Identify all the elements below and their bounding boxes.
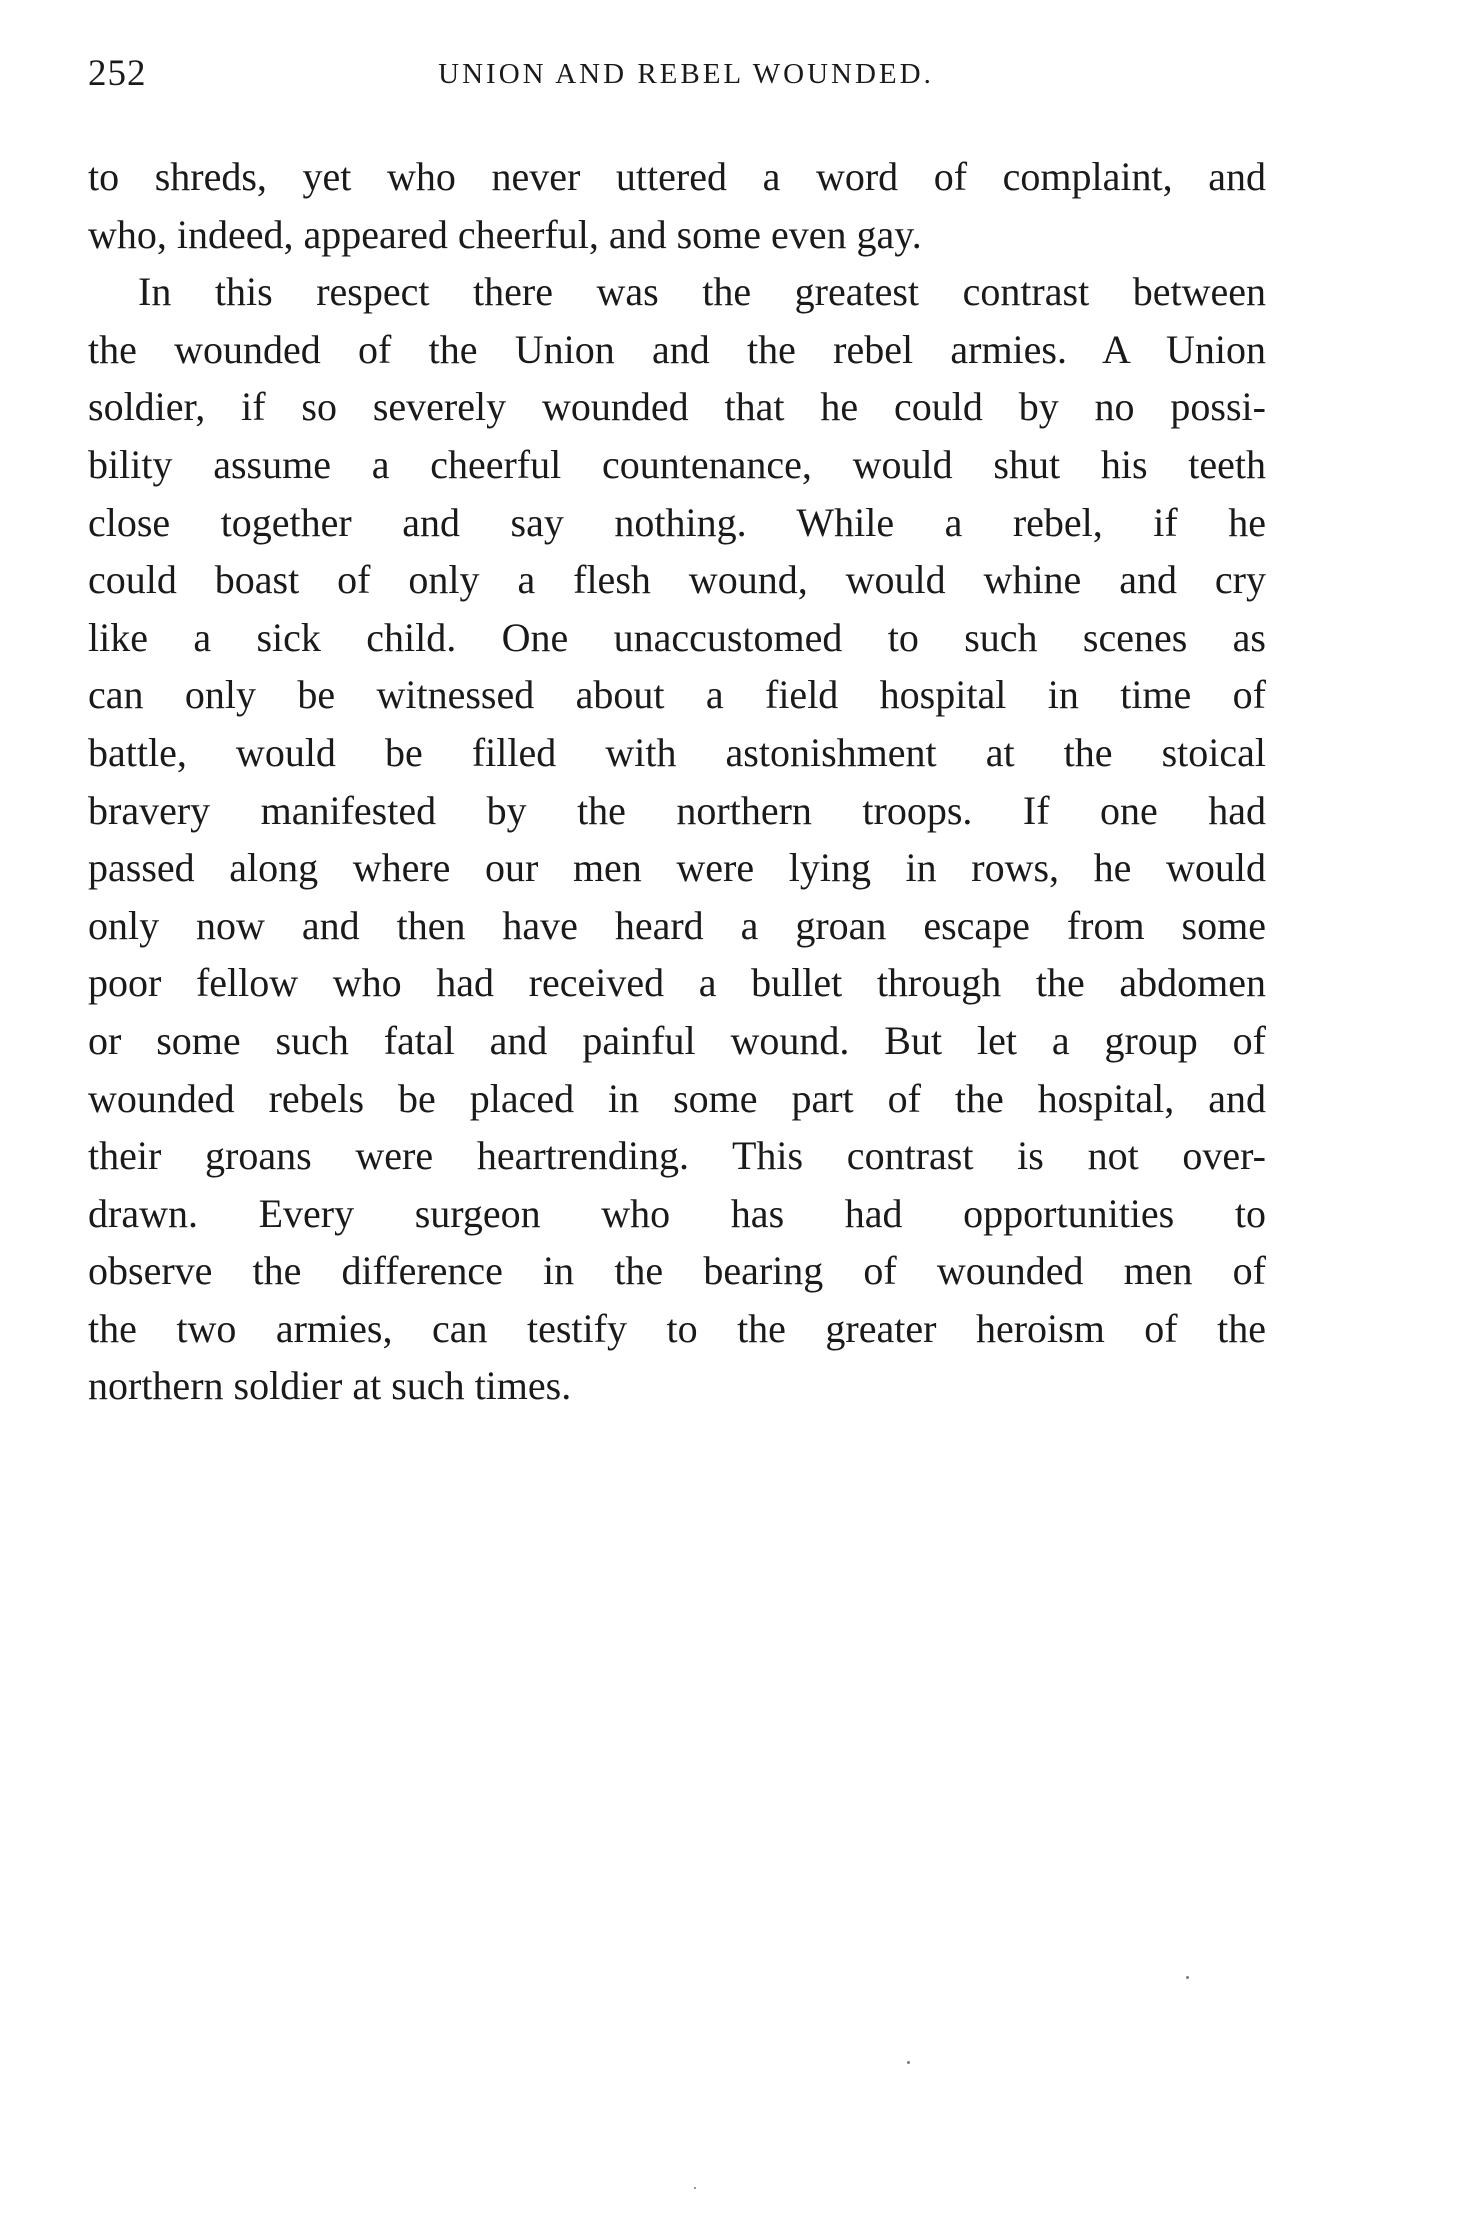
text-line: battle, would be filled with astonishment at the stoical [88,729,1266,775]
text-line: who, indeed, appeared cheerful, and some even gay. [88,211,922,257]
text-line: the wounded of the Union and the rebel armies. A Union [88,326,1266,372]
scan-speck [907,2061,910,2064]
text-line: poor fellow who had received a bullet through the abdomen [88,960,1266,1006]
text-line: wounded rebels be placed in some part of the hospital, and [88,1075,1266,1121]
text-line: observe the difference in the bearing of wounded men of [88,1248,1266,1294]
running-head [88,52,1266,102]
text-line: northern soldier at such times. [88,1363,572,1409]
text-line: to shreds, yet who never uttered a word of complaint, and [88,154,1266,199]
text-line: like a sick child. One unaccustomed to such scenes as [88,614,1266,660]
page-number: 252 [88,53,147,94]
text-line: could boast of only a flesh wound, would whine and cry [88,557,1266,603]
running-title: UNION AND REBEL WOUNDED. [438,58,934,90]
text-line: In this respect there was the greatest contrast between [138,269,1266,315]
text-line: passed along where our men were lying in rows, he would [88,845,1266,891]
text-line: close together and say nothing. While a rebel, if he [88,499,1266,545]
scan-speck [1186,1976,1189,1979]
text-line: bility assume a cheerful countenance, would shut his teeth [88,441,1266,487]
text-line: drawn. Every surgeon who has had opportunities to [88,1190,1266,1236]
text-line: can only be witnessed about a field hospital in time of [88,672,1266,718]
text-line: or some such fatal and painful wound. But let a group of [88,1017,1266,1063]
text-line: the two armies, can testify to the greater heroism of the [88,1305,1266,1351]
text-line: soldier, if so severely wounded that he could by no possi- [88,384,1266,430]
body-text [88,148,1266,1415]
text-line: only now and then have heard a groan escape from some [88,902,1266,948]
scan-speck [694,2187,696,2189]
text-line: their groans were heartrending. This contrast is not over- [88,1133,1266,1179]
text-line: bravery manifested by the northern troops. If one had [88,787,1266,833]
